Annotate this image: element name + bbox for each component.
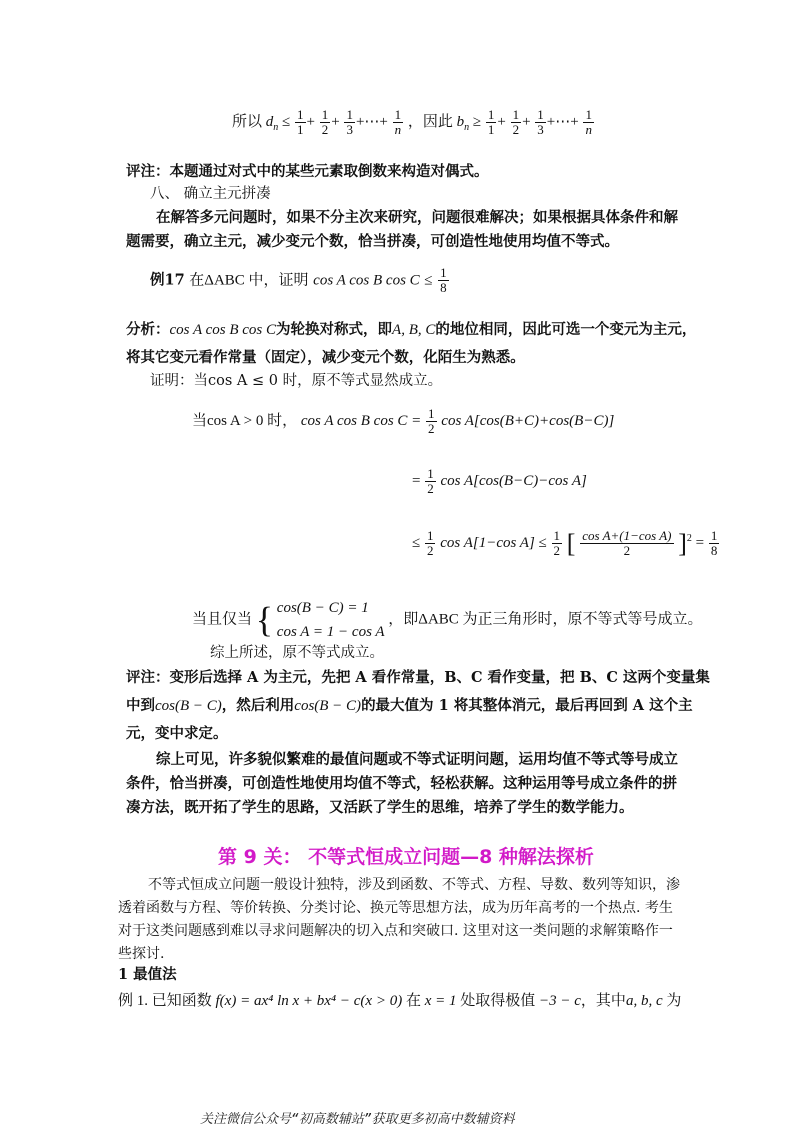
method-1-heading: 1 最值法 <box>118 966 177 983</box>
proof-eq1-prefix: 当cos A > 0 时， <box>192 412 298 429</box>
iff-suffix: ，即ΔABC 为正三角形时，原不等式等号成立。 <box>388 611 703 628</box>
paragraph-main-variable: 在解答多元问题时，如果不分主次来研究，问题很难解决；如果根据具体条件和解题需要，确立主元，减少变元个数，恰当拼凑，可创造性地使用均值不等式。 <box>126 209 678 250</box>
comment2-b2: ，然后利用 <box>221 697 295 714</box>
ex1-at: 在 <box>405 993 421 1009</box>
comment2-math2: cos(B − C) <box>294 698 362 714</box>
comment2-b3: 的最大值为 1 将其整体消元，最后再回到 A 这个主 <box>361 697 693 714</box>
frac-1-1: $\frac{1}{1}$ <box>297 107 304 137</box>
frac-1-3b: $\frac{1}{3}$ <box>537 107 544 137</box>
analysis-label: 分析： <box>126 321 170 338</box>
ex1-end: 为 <box>666 993 682 1009</box>
proof-equation-3: ≤ $\frac{1}{2}$ cos A[1−cos A] ≤ $\frac{1}{2}$ [ $\frac{\text{cos A+(1−cos A)}}{2}$ ]$^2$ = $\frac{1}{8}$ <box>412 528 718 559</box>
example-17-text: 在ΔABC 中，证明 <box>189 272 309 289</box>
iff-system <box>277 596 385 644</box>
paragraph-intro: 不等式恒成立问题一般设计独特，涉及到函数、不等式、方程、导数、数列等知识，渗透着函数与方程、等价转换、分类讨论、换元等思想方法，成为历年高考的一个热点. 考生对于这类问题感到难以寻求问题解决的切入点和突破口. 这里对这一类问题的求解策略作一些探讨. <box>118 877 680 962</box>
proof-line-1: 证明：当cos A ≤ 0 时，原不等式显然成立。 <box>150 373 443 389</box>
frac-1-8b: $\frac{1}{8}$ <box>710 528 718 559</box>
text-therefore: ，因此 <box>407 113 453 130</box>
section-9-title: 第 9 关： 不等式恒成立问题—8 种解法探析 <box>218 846 594 868</box>
bracket-left: [ <box>566 529 576 559</box>
proof-eq1-lhs: cos A cos B cos C = <box>300 412 422 429</box>
ex1-function: f(x) = ax⁴ ln x + bx⁴ − c(x > 0) <box>215 993 403 1009</box>
bracket-right: ] <box>678 529 687 559</box>
frac-half-2: $\frac{1}{2}$ <box>427 466 434 496</box>
frac-1-2b: $\frac{1}{2}$ <box>512 107 520 137</box>
ex1-abc: a, b, c <box>625 993 663 1009</box>
frac-1-3: $\frac{1}{3}$ <box>346 107 353 137</box>
frac-big: $\frac{\text{cos A+(1−cos A)}}{2}$ <box>582 528 672 559</box>
brace-icon: { <box>255 599 274 640</box>
frac-1-1b: $\frac{1}{1}$ <box>487 107 495 137</box>
comment-2-line-2 <box>126 694 693 718</box>
frac-1-2: $\frac{1}{2}$ <box>321 107 329 137</box>
iff-eq2: cos A = 1 − cos A <box>276 624 385 640</box>
analysis-line-2: 将其它变元看作常量（固定），减少变元个数，化陌生为熟悉。 <box>126 349 525 366</box>
ex1-prefix: 例 1. 已知函数 <box>118 993 212 1009</box>
proof-eq2-rhs: cos A[cos(B−C)−cos A] <box>440 472 587 489</box>
frac-half-3: $\frac{1}{2}$ <box>426 528 434 559</box>
analysis-b: 为轮换对称式，即 <box>276 321 393 338</box>
frac-1-nb: $\frac{1}{n}$ <box>585 107 592 137</box>
comment-2-line-3: 元，变中求定。 <box>126 725 228 742</box>
math-cosABC: cos A cos B cos C <box>313 272 420 289</box>
example-1 <box>118 990 681 1013</box>
math-le: ≤ <box>424 272 433 289</box>
iff-prefix: 当且仅当 <box>192 611 253 628</box>
analysis-line-1 <box>126 318 696 342</box>
math-d: d <box>265 113 274 130</box>
frac-half-4: $\frac{1}{2}$ <box>553 528 561 559</box>
proof-equation-2: = $\frac{1}{2}$ cos A[cos(B−C)−cos A] <box>412 466 587 496</box>
math-b: b <box>456 113 465 130</box>
ex1-where: ，其中 <box>580 993 626 1009</box>
proof-eq3-a: cos A[1−cos A] ≤ <box>440 535 547 551</box>
proof-equation-1 <box>192 407 614 436</box>
section-8-heading: 八、 确立主元拼凑 <box>150 186 271 202</box>
comment-2-line-1: 评注：变形后选择 A 为主元，先把 A 看作常量，B、C 看作变量，把 B、C 这两个变量集 <box>126 669 710 686</box>
comment2-math1: cos(B − C) <box>155 698 222 714</box>
text-so: 所以 <box>232 113 263 130</box>
ex1-x1: x = 1 <box>424 993 457 1009</box>
example-17 <box>150 266 450 295</box>
analysis-vars: A, B, C <box>392 322 436 338</box>
page-footer: 关注微信公众号“初高数辅站”获取更多初高中数辅资料 <box>200 1112 515 1127</box>
paragraph-conclusion: 综上可见，许多貌似繁难的最值问题或不等式证明问题，运用均值不等式等号成立条件，恰当拼凑，可创造性地使用均值不等式，轻松获解。这种运用等号成立条件的拼凑方法，既开拓了学生的思路，又活跃了学生的思维，培养了学生的数学能力。 <box>126 751 678 816</box>
comment2-b1: 中到 <box>126 697 155 714</box>
example-17-label: 例17 <box>150 271 185 289</box>
ex1-extreme-value: −3 − c <box>539 993 581 1009</box>
proof-eq3-eq: = <box>695 535 705 551</box>
iff-eq1: cos(B − C) = 1 <box>276 600 369 616</box>
iff-condition <box>192 596 703 644</box>
so-therefore-line: 所以 $d_n$ ≤ $\frac{1}{1}$ + $\frac{1}{2}$ + $\frac{1}{3}$ +⋯+ $\frac{1}{n}$ ，因此 $b_n$ ≥ $\frac{1}{1}$ + $\frac{1}{2}$ + $\frac{1}{3}$ +⋯+ $\frac{1}{n}$ <box>232 107 592 137</box>
ex1-extreme-label: 处取得极值 <box>460 993 536 1009</box>
summary-line: 综上所述，原不等式成立。 <box>210 645 384 661</box>
proof-eq1-rhs: cos A[cos(B+C)+cos(B−C)] <box>441 412 615 429</box>
frac-half-1: $\frac{1}{2}$ <box>428 406 435 436</box>
analysis-math: cos A cos B cos C <box>169 322 277 338</box>
comment-1: 评注：本题通过对式中的某些元素取倒数来构造对偶式。 <box>126 163 489 180</box>
frac-1-8: $\frac{1}{8}$ <box>440 265 447 295</box>
frac-1-n: $\frac{1}{n}$ <box>394 107 402 137</box>
analysis-c: 的地位相同，因此可选一个变元为主元， <box>435 321 697 338</box>
